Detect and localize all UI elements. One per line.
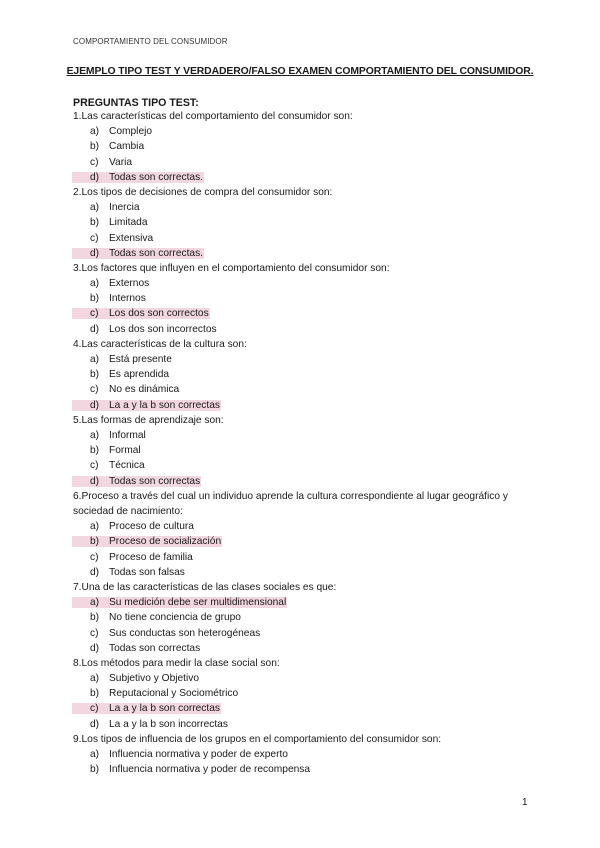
- option-text: La a y la b son correctas: [109, 703, 220, 715]
- option-content: [90, 293, 146, 304]
- answer-option-correct: [90, 398, 533, 413]
- option-content: [90, 612, 241, 623]
- question-block: [73, 656, 533, 732]
- option-content: [90, 324, 217, 335]
- answer-option: [90, 565, 533, 580]
- option-text: Inercia: [109, 202, 140, 214]
- option-text: Varia: [109, 156, 133, 168]
- option-letter: a): [90, 354, 100, 366]
- option-letter: a): [90, 278, 100, 290]
- answer-option: [90, 215, 533, 230]
- option-content: [72, 597, 287, 608]
- option-letter: d): [90, 323, 100, 335]
- option-letter: a): [90, 749, 100, 761]
- option-content: [72, 172, 204, 183]
- option-letter: a): [90, 597, 100, 609]
- question-text: 4.Las características de la cultura son:: [73, 338, 247, 350]
- option-content: [90, 384, 179, 395]
- option-letter: c): [90, 384, 99, 396]
- option-content: [72, 248, 204, 259]
- option-text: Informal: [109, 430, 146, 442]
- option-letter: b): [90, 293, 100, 305]
- option-text: Todas son correctas: [109, 642, 201, 654]
- option-text: No es dinámica: [109, 384, 180, 396]
- answer-option: [90, 322, 533, 337]
- option-content: [72, 476, 201, 487]
- option-letter: a): [90, 202, 100, 214]
- option-text: Extensiva: [109, 232, 154, 244]
- question-list: [73, 109, 533, 777]
- option-content: [90, 445, 141, 456]
- option-letter: d): [90, 566, 100, 578]
- option-text: Todas son falsas: [109, 566, 185, 578]
- option-text: Internos: [109, 293, 146, 305]
- option-text: Proceso de familia: [109, 551, 193, 563]
- option-content: [90, 233, 153, 244]
- option-text: Complejo: [109, 126, 153, 138]
- option-text: Proceso de socialización: [109, 536, 222, 548]
- option-text: No tiene conciencia de grupo: [109, 612, 241, 624]
- option-letter: b): [90, 536, 100, 548]
- answer-option: [90, 291, 533, 306]
- option-letter: d): [90, 475, 100, 487]
- answer-option-correct: [90, 595, 533, 610]
- option-letter: d): [90, 718, 100, 730]
- option-content: [90, 460, 145, 471]
- option-content: [90, 369, 169, 380]
- option-letter: b): [90, 141, 100, 153]
- option-letter: b): [90, 764, 100, 776]
- answer-option: [90, 686, 533, 701]
- answer-option-correct: [90, 701, 533, 716]
- question-text: 5.Las formas de aprendizaje son:: [73, 414, 224, 426]
- answer-option-correct: [90, 170, 533, 185]
- option-letter: d): [90, 247, 100, 259]
- option-letter: b): [90, 217, 100, 229]
- option-text: Todas son correctas.: [109, 247, 203, 259]
- answer-option: [90, 139, 533, 154]
- answer-option: [90, 458, 533, 473]
- section-title: PREGUNTAS TIPO TEST:: [73, 97, 199, 109]
- answer-option: [90, 276, 533, 291]
- option-content: [90, 202, 140, 213]
- option-text: La a y la b son correctas: [109, 399, 220, 411]
- option-content: [90, 141, 144, 152]
- option-letter: b): [90, 445, 100, 457]
- option-text: Subjetivo y Objetivo: [109, 673, 200, 685]
- option-content: [72, 536, 222, 547]
- answer-option: [90, 200, 533, 215]
- answer-option: [90, 626, 533, 641]
- option-letter: b): [90, 688, 100, 700]
- answer-option: [90, 124, 533, 139]
- question-text: 3.Los factores que influyen en el comportamiento del consumidor son:: [73, 262, 390, 274]
- option-text: Está presente: [109, 354, 172, 366]
- option-letter: c): [90, 156, 99, 168]
- option-content: [90, 688, 238, 699]
- answer-option: [90, 352, 533, 367]
- option-letter: c): [90, 551, 99, 563]
- option-letter: b): [90, 612, 100, 624]
- answer-option: [90, 671, 533, 686]
- option-content: [72, 703, 221, 714]
- answer-option: [90, 641, 533, 656]
- option-content: [90, 126, 152, 137]
- question-block: [73, 413, 533, 489]
- question-block: [73, 109, 533, 185]
- answer-option: [90, 443, 533, 458]
- question-text: 8.Los métodos para medir la clase social son:: [73, 657, 280, 669]
- answer-option-correct: [90, 474, 533, 489]
- option-content: [90, 157, 132, 168]
- answer-option: [90, 610, 533, 625]
- option-letter: c): [90, 232, 99, 244]
- question-block: [73, 732, 533, 778]
- option-text: Influencia normativa y poder de recompensa: [109, 764, 311, 776]
- option-content: [90, 354, 172, 365]
- option-letter: a): [90, 430, 100, 442]
- option-text: Los dos son incorrectos: [109, 323, 217, 335]
- option-letter: b): [90, 369, 100, 381]
- option-text: Externos: [109, 278, 150, 290]
- option-content: [90, 643, 200, 654]
- answer-option: [90, 428, 533, 443]
- option-text: Sus conductas son heterogéneas: [109, 627, 261, 639]
- option-letter: d): [90, 171, 100, 183]
- option-text: Formal: [109, 445, 141, 457]
- answer-option-correct: [90, 306, 533, 321]
- option-content: [90, 628, 260, 639]
- question-block: [73, 261, 533, 337]
- question-text: 9.Los tipos de influencia de los grupos en el comportamiento del consumidor son:: [73, 733, 442, 745]
- question-text: 6.Proceso a través del cual un individuo aprende la cultura correspondiente al lugar geográfico y sociedad de nacimiento:: [73, 490, 508, 517]
- option-content: [90, 521, 194, 532]
- option-content: [90, 430, 146, 441]
- option-content: [90, 719, 228, 730]
- answer-option: [90, 519, 533, 534]
- answer-option: [90, 717, 533, 732]
- option-letter: a): [90, 673, 100, 685]
- question-text: 2.Los tipos de decisiones de compra del consumidor son:: [73, 186, 333, 198]
- answer-option-correct: [90, 246, 533, 261]
- option-content: [90, 552, 193, 563]
- option-text: Limitada: [109, 217, 148, 229]
- option-text: Influencia normativa y poder de experto: [109, 749, 288, 761]
- question-block: [73, 185, 533, 261]
- option-letter: d): [90, 399, 100, 411]
- option-content: [90, 217, 148, 228]
- page-number: 1: [522, 797, 528, 808]
- answer-option: [90, 382, 533, 397]
- question-text: 1.Las características del comportamiento del consumidor son:: [73, 111, 353, 122]
- option-text: Cambia: [109, 141, 145, 153]
- option-text: La a y la b son incorrectas: [109, 718, 228, 730]
- option-letter: d): [90, 642, 100, 654]
- option-letter: c): [90, 460, 99, 472]
- option-letter: a): [90, 521, 100, 533]
- option-content: [90, 673, 199, 684]
- option-content: [90, 278, 149, 289]
- option-text: Todas son correctas: [109, 475, 201, 487]
- page-header: COMPORTAMIENTO DEL CONSUMIDOR: [73, 37, 228, 46]
- option-content: [90, 567, 185, 578]
- question-block: [73, 580, 533, 656]
- option-text: Los dos son correctos: [109, 308, 209, 320]
- question-block: [73, 337, 533, 413]
- answer-option: [90, 231, 533, 246]
- option-text: Reputacional y Sociométrico: [109, 688, 239, 700]
- option-text: Técnica: [109, 460, 145, 472]
- option-letter: c): [90, 308, 99, 320]
- answer-option: [90, 155, 533, 170]
- question-text: 7.Una de las características de las clases sociales es que:: [73, 581, 337, 593]
- option-text: Proceso de cultura: [109, 521, 194, 533]
- answer-option: [90, 367, 533, 382]
- answer-option-correct: [90, 534, 533, 549]
- option-text: Su medición debe ser multidimensional: [109, 597, 287, 609]
- option-text: Es aprendida: [109, 369, 170, 381]
- answer-option: [90, 747, 533, 762]
- option-content: [90, 764, 310, 775]
- document-title: EJEMPLO TIPO TEST Y VERDADERO/FALSO EXAMEN COMPORTAMIENTO DEL CONSUMIDOR.: [66, 66, 534, 77]
- question-block: [73, 489, 533, 580]
- option-letter: c): [90, 627, 99, 639]
- answer-option: [90, 762, 533, 777]
- answer-option: [90, 550, 533, 565]
- option-content: [72, 400, 221, 411]
- option-letter: a): [90, 126, 100, 138]
- option-content: [90, 749, 288, 760]
- option-letter: c): [90, 703, 99, 715]
- option-content: [72, 308, 210, 319]
- option-text: Todas son correctas.: [109, 171, 203, 183]
